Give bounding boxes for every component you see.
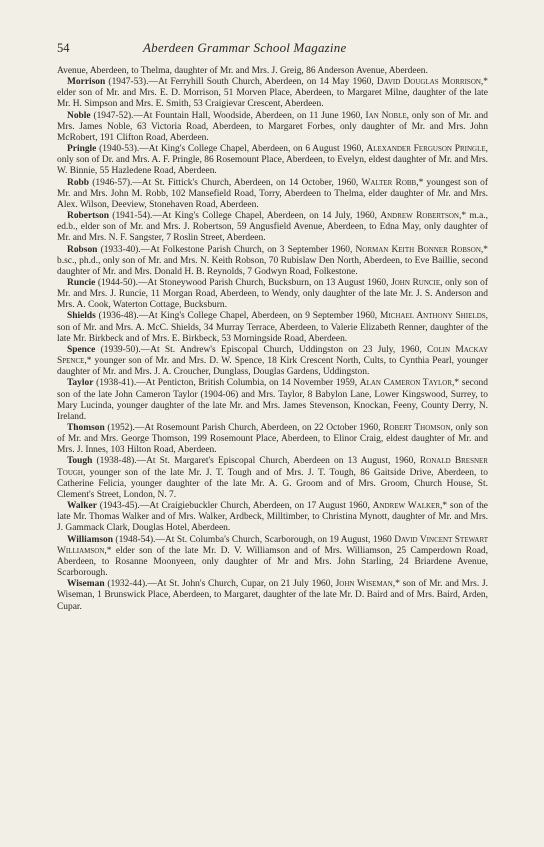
notice-groom: Colin Mackay Spence, (57, 344, 488, 367)
notice-years: (1946-57).—At St. Fittick's Church, Aberdeen, on 14 October, 1960, (89, 177, 362, 188)
notice-groom: Alan Cameron Taylor, (359, 378, 455, 389)
notice-text: only son of Mr. and Mrs. James Noble, 63 Victoria Road, Aberdeen, to Margaret Forbes, only daughter of Mr. and Mrs. John McRobert, 191 Clifton Road, Aberdeen. (57, 110, 489, 143)
notice-walker (57, 501, 488, 534)
notice-shields (57, 311, 488, 344)
notice-robson (57, 245, 488, 278)
notice-years: (1941-54).—At King's College Chapel, Aberdeen, on 14 July, 1960, (108, 211, 381, 222)
notice-surname: Robson (67, 244, 98, 255)
notice-robb (57, 178, 488, 211)
journal-title: Aberdeen Grammar School Magazine (143, 40, 347, 55)
notice-text: * elder son of Mr. and Mrs. E. D. Morrison, 51 Morven Place, Aberdeen, to Margaret Milne, daughter of the late Mr. H. Simpson and Mrs. E. Smith, 53 Craigievar Crescent, Aberdeen. (57, 77, 489, 110)
notice-years: (1943-45).—At Craigiebuckler Church, Aberdeen, on 17 August 1960, (96, 501, 373, 512)
notice-surname: Thomson (67, 423, 105, 433)
marriage-notices (57, 66, 488, 613)
notice-years: (1938-41).—At Penticton, British Columbia, on 14 November 1959, (93, 378, 360, 389)
notice-groom: Ronald Bresner Tough, (57, 456, 488, 478)
notice-text: * b.sc., ph.d., only son of Mr. and Mrs. N. Keith Robson, 70 Rubislaw Den North, Aberdeen, to Eve Baillie, second daughter of Mr. and Mrs. Donald H. B. Reynolds, 7 Godwyn Road, Folkestone. (57, 244, 488, 277)
notice-surname: Wiseman (67, 579, 105, 590)
notice-pringle (57, 144, 488, 177)
notice-surname: Taylor (67, 378, 94, 389)
notice-wiseman (57, 579, 488, 612)
notice-years: (1947-52).—At Fountain Hall, Woodside, Aberdeen, on 11 June 1960, (90, 110, 366, 121)
notice-surname: Shields (67, 311, 96, 322)
notice-thomson (57, 423, 488, 456)
notice-groom: Ian Noble, (365, 110, 410, 121)
notice-groom: Walter Robb, (361, 177, 419, 188)
notice-text: * son of the late Mr. Thomas Walker and of Mrs. Walker, Ardbeck, Milltimber, to Christina Mynott, daughter of Mr. and Mrs. J. Gammack Clark, Douglas Hotel, Aberdeen. (57, 501, 488, 534)
notice-years: (1952).—At Rosemount Parish Church, Aberdeen, on 22 October 1960, (104, 423, 384, 433)
notice-text: * son of Mr. and Mrs. J. Wiseman, 1 Brunswick Place, Aberdeen, to Margaret, daughter of the late Mr. D. Baird and of Mrs. Baird, Arden, Cupar. (57, 579, 488, 612)
notice-groom: Robert Thomson, (383, 423, 453, 433)
page-number: 54 (57, 41, 70, 55)
notice-text: * second son of the late John Cameron Taylor (1904-06) and Mrs. Taylor, 8 Babylon Lane, Lower Kingswood, Surrey, to Mary Lucinda, younger daughter of the late Mr. and Mrs. James Stevenson, Knockan, Feeny, County Derry, N. Ireland. (57, 378, 488, 422)
notice-surname: Williamson (67, 534, 113, 545)
notice-text: * youngest son of Mr. and Mrs. John M. Robb, 102 Mansefield Road, Torry, Aberdeen to Thelma, elder daughter of Mr. and Mrs. Alex. Wilson, Deeview, Stonehaven Road, Aberdeen. (57, 177, 488, 210)
notice-noble (57, 111, 488, 144)
notice-years: (1944-50).—At Stoneywood Parish Church, Bucksburn, on 13 August 1960, (95, 277, 392, 288)
notice-robertson (57, 211, 488, 244)
notice-years: (1938-48).—At St. Margaret's Episcopal Church, Aberdeen on 13 August, 1960, (92, 456, 420, 467)
notice-text: * m.a., ed.b., elder son of Mr. and Mrs. J. Robertson, 59 Angusfield Avenue, Aberdeen, to Edna May, only daughter of Mr. and Mrs. N. F. Sangster, 7 Roslin Street, Aberdeen. (57, 211, 488, 244)
notice-surname: Robertson (67, 211, 109, 222)
notice-years: (1933-40).—At Folkestone Parish Church, on 3 September 1960, (97, 244, 356, 255)
notice-surname: Spence (67, 344, 96, 355)
notice-surname: Pringle (67, 144, 97, 155)
notice-text: * younger son of Mr. and Mrs. D. W. Spence, 18 Kirk Crescent North, Cults, to Cynthia Pearl, younger daughter of Mr. and Mrs. J. A. Croucher, Dunglass, Douglas Gardens, Uddingston. (57, 356, 488, 378)
notice-surname: Morrison (67, 77, 106, 88)
notice-text: younger son of the late Mr. J. T. Tough and of Mrs. J. T. Tough, 86 Gaitside Drive, Aberdeen, to Catherine Felicia, younger daughter of the late Mr. A. G. Groom and of Mrs. Groom, Church House, St. Clement's Street, London, N. 7. (57, 467, 488, 500)
notice-text: * elder son of the late Mr. D. V. Williamson and of Mrs. Williamson, 25 Camperdown Road, Aberdeen, to Rosanne Moonyeen, only daughter of Mr and Mrs. John Starling, 24 Briardene Avenue, Scarborough. (57, 545, 488, 579)
notice-surname: Noble (67, 110, 91, 121)
notice-groom: Andrew Robertson, (380, 211, 462, 222)
notice-surname: Runcie (67, 277, 96, 288)
notice-years: (1940-53).—At King's College Chapel, Aberdeen, on 6 August 1960, (96, 144, 367, 155)
notice-years: (1948-54).—At St. Columba's Church, Scarborough, on 19 August, 1960 (112, 534, 395, 545)
notice-morrison (57, 77, 488, 110)
notice-spence (57, 345, 488, 378)
notice-text: Avenue, Aberdeen, to Thelma, daughter of Mr. and Mrs. J. Greig, 86 Anderson Avenue, Aberdeen. (57, 66, 428, 76)
notice-surname: Walker (67, 501, 97, 512)
notice-text: son of Mr. and Mrs. A. McC. Shields, 34 Murray Terrace, Aberdeen, to Valerie Elizabeth Renner, daughter of the late Mr. Birkbeck and of Mrs. E. Birkbeck, 53 Morningside Road, Aberdeen. (57, 322, 488, 344)
notice-groom: David Douglas Morrison, (376, 77, 484, 88)
notice-groom: Michael Anthony Shields, (379, 311, 488, 322)
notice-williamson (57, 535, 488, 580)
notice-years: (1932-44).—At St. John's Church, Cupar, on 21 July 1960, (104, 579, 336, 590)
notice-years: (1947-53).—At Ferryhill South Church, Aberdeen, on 14 May 1960, (105, 77, 377, 88)
notice-surname: Tough (67, 456, 93, 467)
notice-years: (1936-48).—At King's College Chapel, Aberdeen, on 9 September 1960, (95, 311, 380, 322)
running-head (57, 40, 488, 58)
notice-text: only son of Mr. and Mrs. George Thomson, 199 Rosemount Place, Aberdeen, to Elinor Craig, eldest daughter of Mr. and Mrs. J. Innes, 103 Hilton Road, Aberdeen. (57, 423, 488, 456)
notice-groom: Norman Keith Bonner Robson, (355, 244, 484, 255)
notice-tough (57, 456, 488, 501)
notice-surname: Robb (67, 177, 90, 188)
notice-groom: John Wiseman, (335, 579, 396, 590)
notice-groom: John Runcie, (391, 277, 443, 288)
notice-taylor (57, 378, 488, 423)
notice-continuation (57, 66, 488, 77)
notice-text: only son of Dr. and Mrs. A. F. Pringle, 86 Rosemount Place, Aberdeen, to Evelyn, eldest daughter of Mr. and Mrs. W. Binnie, 55 Hazledene Road, Aberdeen. (57, 155, 488, 177)
notice-text: only son of Mr. and Mrs. J. Runcie, 11 Morgan Road, Aberdeen, to Wendy, only daughter of the late Mr. J. S. Anderson and Mrs. A. Cook, Waterton Cottage, Bucksburn. (57, 277, 488, 311)
notice-years: (1939-50).—At St. Andrew's Episcopal Church, Uddingston on 23 July, 1960, (95, 344, 428, 355)
notice-groom: David Vincent Stewart Williamson, (57, 534, 489, 556)
notice-groom: Alexander Ferguson Pringle, (366, 144, 488, 155)
notice-groom: Andrew Walker, (372, 501, 443, 512)
notice-runcie (57, 278, 488, 311)
